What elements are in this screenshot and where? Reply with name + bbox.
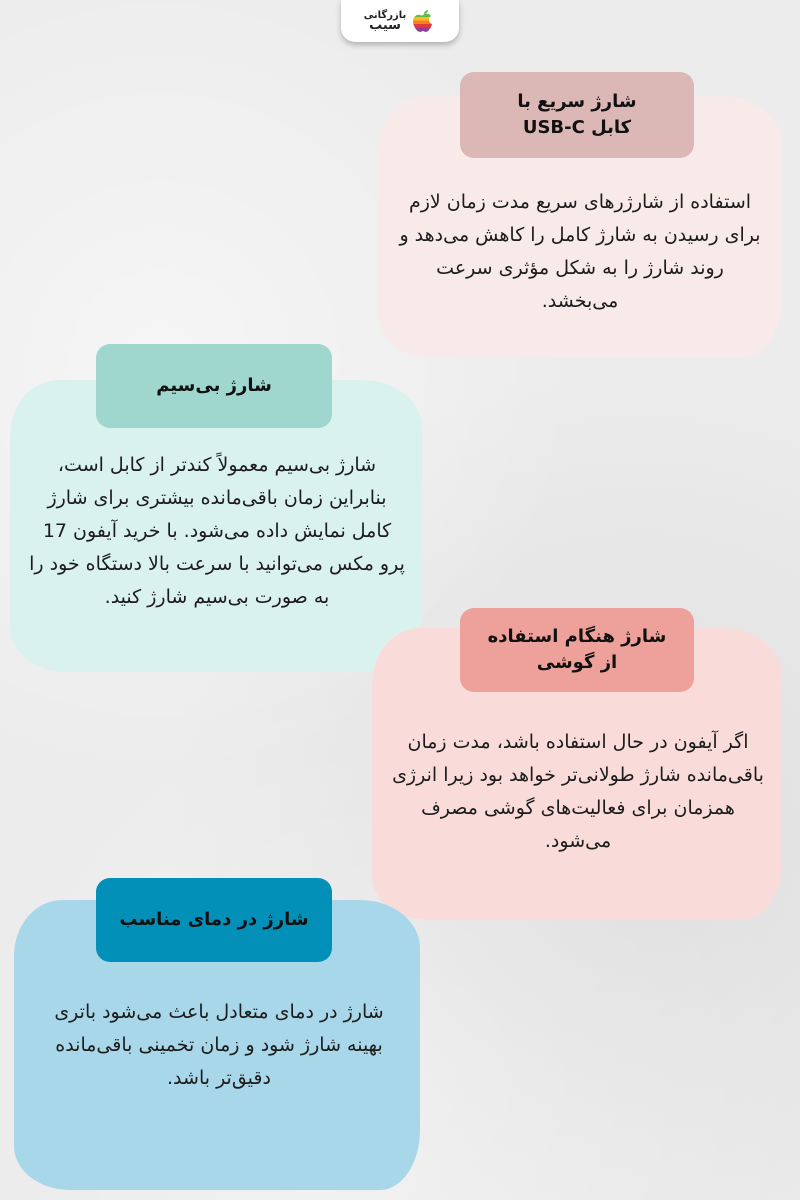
card-wireless-text: شارژ بی‌سیم معمولاً کندتر از کابل است، بنابراین زمان باقی‌مانده بیشتری برای شارژ کامل نمایش داده می‌شود. با خرید آیفون 17 پرو مکس می‌توانید با سرعت بالا دستگاه خود را به صورت بی‌سیم شارژ کنید. <box>29 454 405 608</box>
card-wireless-title: شارژ بی‌سیم <box>96 344 332 428</box>
card-fast-charge-title: شارژ سریع با کابل USB-C <box>460 72 694 158</box>
apple-rainbow-icon <box>410 8 436 34</box>
card-usage-charge-title: شارژ هنگام استفاده از گوشی <box>460 608 694 692</box>
card-temperature-text: شارژ در دمای متعادل باعث می‌شود باتری بهینه شارژ شود و زمان تخمینی باقی‌مانده دقیق‌تر باشد. <box>54 1001 384 1089</box>
brand-name-line2: سیب <box>369 18 401 33</box>
brand-logo <box>341 0 459 42</box>
card-fast-charge-text: استفاده از شارژرهای سریع مدت زمان لازم برای رسیدن به شارژ کامل را کاهش می‌دهد و روند شارژ را به شکل مؤثری سرعت می‌بخشد. <box>399 191 761 312</box>
brand-name <box>364 11 406 31</box>
card-temperature-title: شارژ در دمای مناسب <box>96 878 332 962</box>
brand-name-line1: بازرگانی <box>363 10 407 21</box>
card-usage-charge-text: اگر آیفون در حال استفاده باشد، مدت زمان باقی‌مانده شارژ طولانی‌تر خواهد بود زیرا انرژی همزمان برای فعالیت‌های گوشی مصرف می‌شود. <box>392 731 764 852</box>
